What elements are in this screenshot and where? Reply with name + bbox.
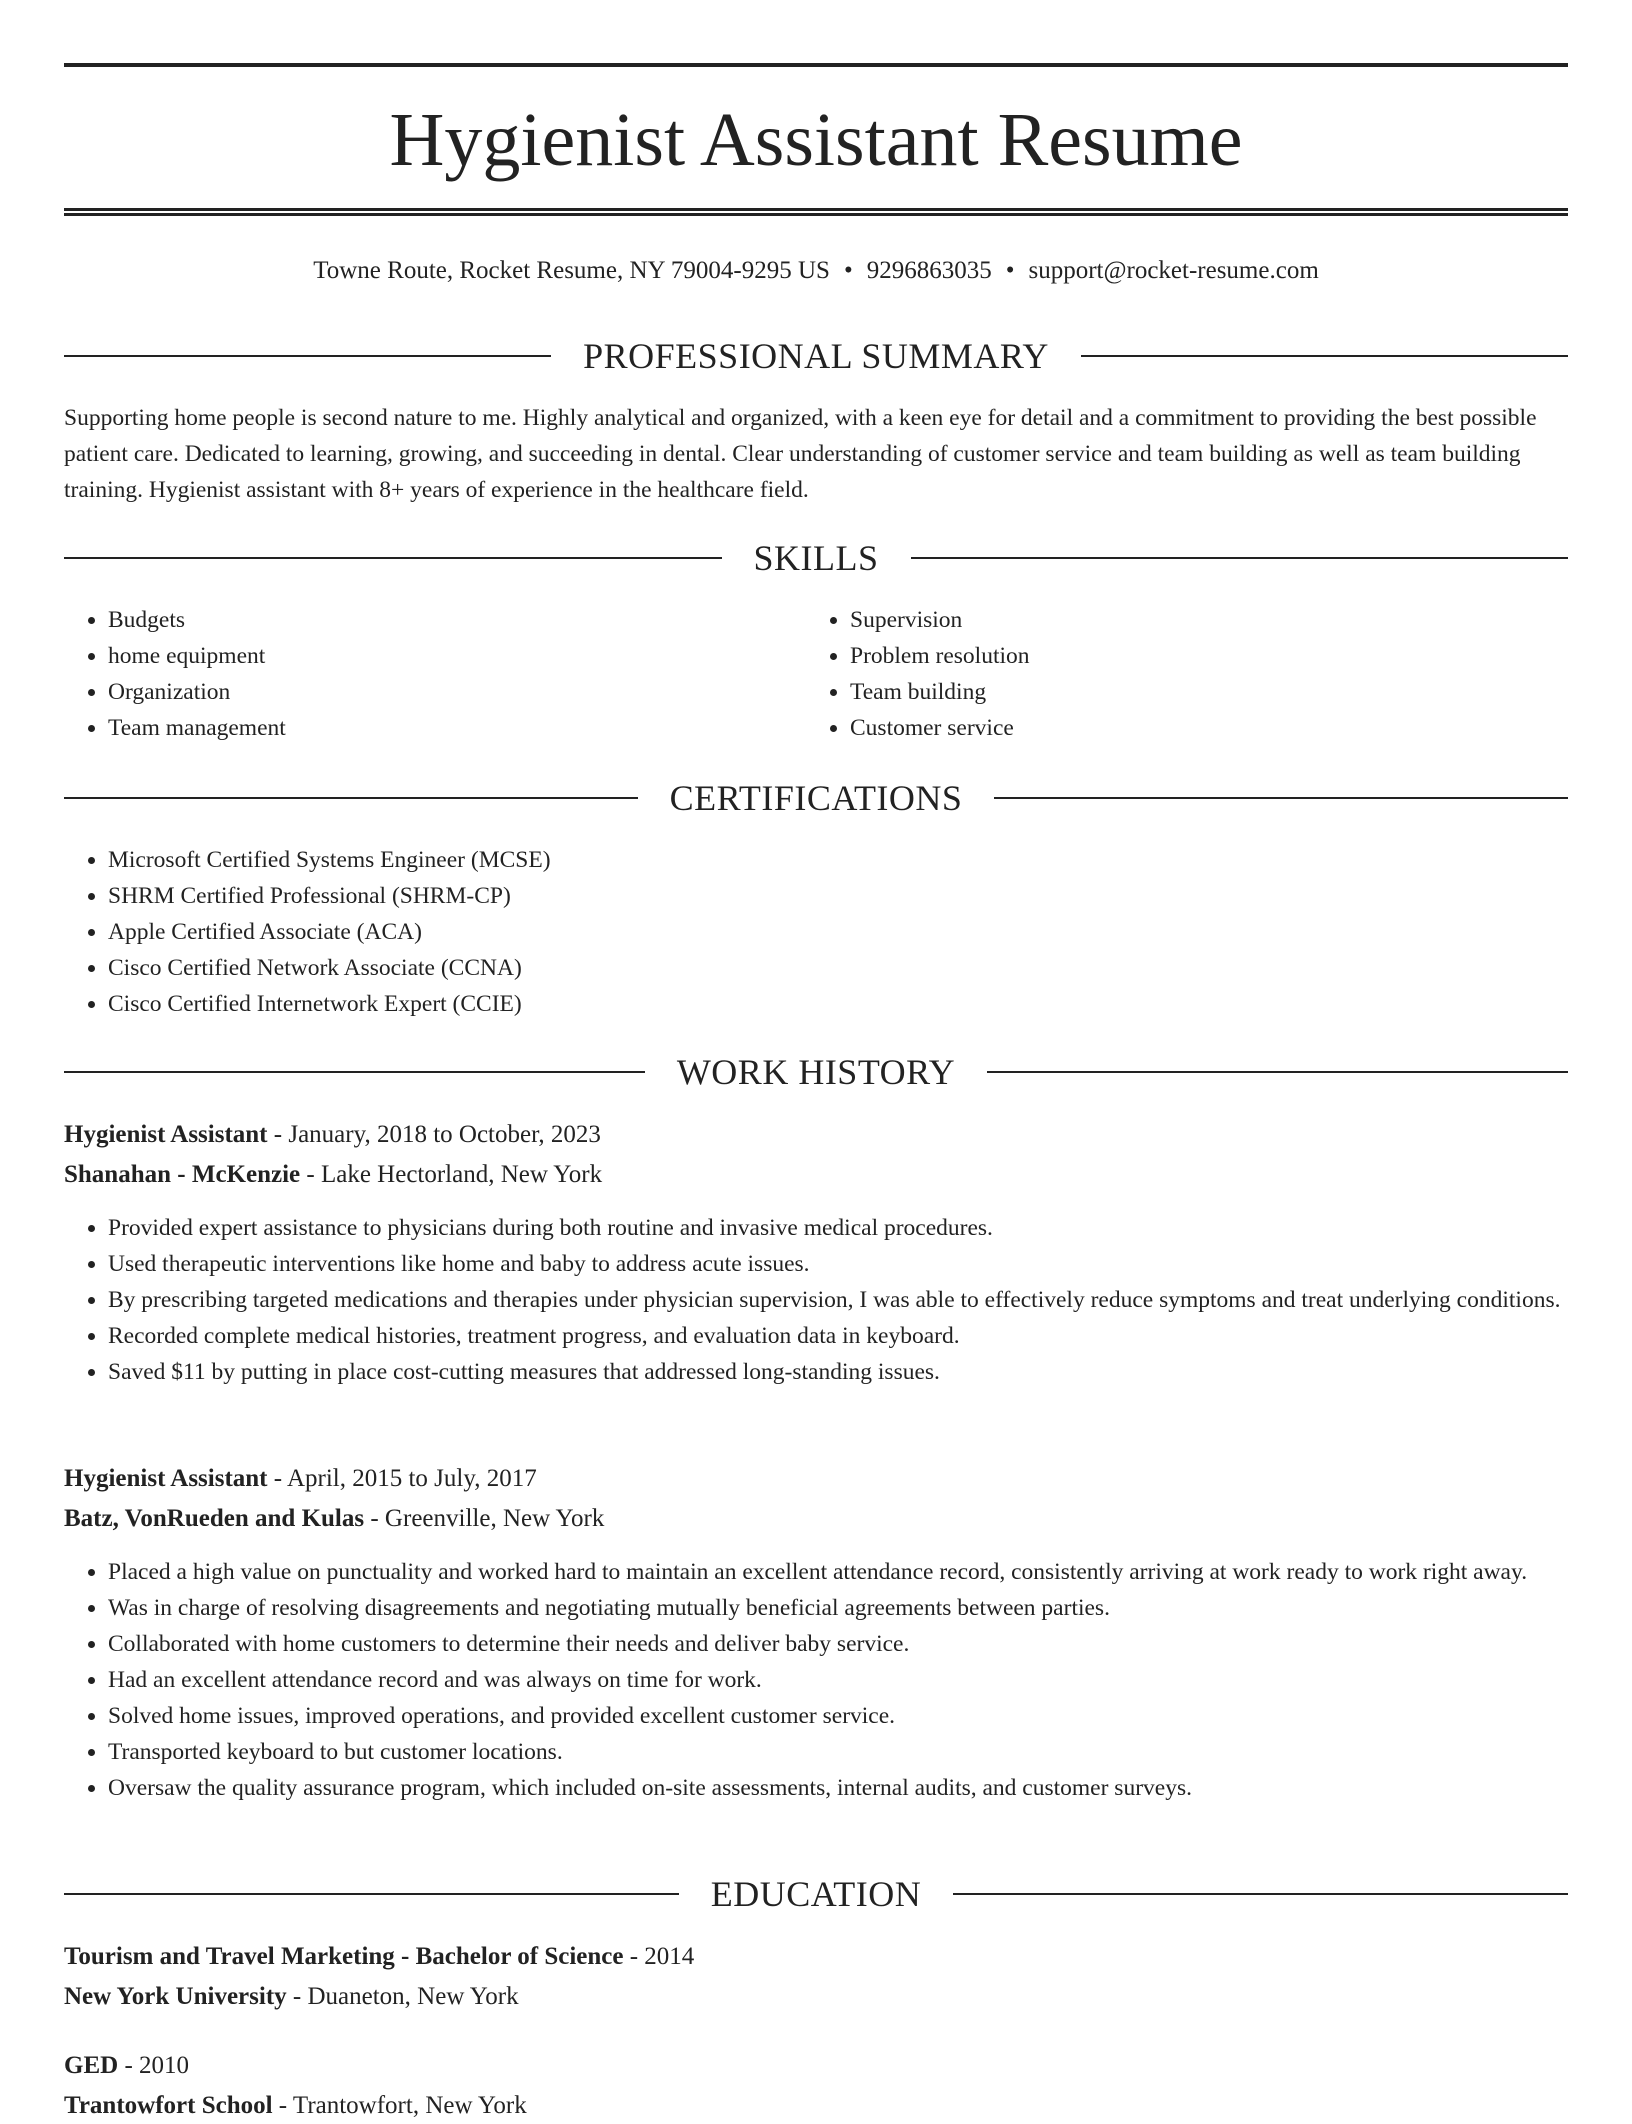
skill-item: • Budgets xyxy=(108,602,808,638)
divider xyxy=(911,557,1569,559)
divider xyxy=(953,1893,1568,1895)
divider xyxy=(64,557,722,559)
job-bullet: • Transported keyboard to but customer locations. xyxy=(108,1734,1568,1770)
education-degree: Tourism and Travel Marketing - Bachelor of Science xyxy=(64,1943,624,1970)
section-title: CERTIFICATIONS xyxy=(669,778,963,818)
top-rule xyxy=(64,63,1568,67)
divider xyxy=(64,1071,645,1073)
job-company: Batz, VonRueden and Kulas xyxy=(64,1505,365,1532)
skills-list-left xyxy=(64,602,808,746)
certification-item: • SHRM Certified Professional (SHRM-CP) xyxy=(108,878,1568,914)
job-bullet: • By prescribing targeted medications and therapies under physician supervision, I was able to effectively reduce symptoms and treat underlying conditions. xyxy=(108,1282,1568,1318)
education-location: - Duaneton, New York xyxy=(286,1983,519,2010)
skill-item: • Team building xyxy=(850,674,1550,710)
section-title: SKILLS xyxy=(753,538,879,578)
job-company: Shanahan - McKenzie xyxy=(64,1161,301,1188)
certifications-list xyxy=(64,842,1568,1022)
certification-item: • Microsoft Certified Systems Engineer (MCSE) xyxy=(108,842,1568,878)
job-title-line xyxy=(64,1461,1568,1497)
job-title: Hygienist Assistant xyxy=(64,1121,268,1148)
job-bullet: • Recorded complete medical histories, treatment progress, and evaluation data in keyboard. xyxy=(108,1318,1568,1354)
divider xyxy=(64,797,638,799)
skill-item: • Team management xyxy=(108,710,808,746)
certification-item: • Apple Certified Associate (ACA) xyxy=(108,914,1568,950)
job-bullet: • Solved home issues, improved operations, and provided excellent customer service. xyxy=(108,1698,1568,1734)
section-header-certifications xyxy=(64,776,1568,820)
page-title: Hygienist Assistant Resume xyxy=(389,98,1243,182)
section-header-work xyxy=(64,1050,1568,1094)
section-header-skills xyxy=(64,536,1568,580)
job-bullets xyxy=(64,1554,1568,1806)
education-school-line xyxy=(64,2088,1568,2124)
certification-item: • Cisco Certified Internetwork Expert (CCIE) xyxy=(108,986,1568,1022)
skill-item: • Customer service xyxy=(850,710,1550,746)
job-dates: - April, 2015 to July, 2017 xyxy=(267,1465,537,1492)
education-year: - 2010 xyxy=(118,2052,190,2079)
divider xyxy=(987,1071,1568,1073)
contact-email: support@rocket-resume.com xyxy=(1028,257,1319,284)
education-school: New York University xyxy=(64,1983,287,2010)
divider xyxy=(994,797,1568,799)
summary-text: Supporting home people is second nature to me. Highly analytical and organized, with a keen eye for detail and a commitment to providing the best possible patient care. Dedicated to learning, growing, and succeeding in dental. Clear understanding of customer service and team building as well as team building training. Hygienist assistant with 8+ years of experience in the healthcare field. xyxy=(64,405,1537,503)
job-title: Hygienist Assistant xyxy=(64,1465,268,1492)
contact-line xyxy=(64,254,1568,288)
education-location: - Trantowfort, New York xyxy=(272,2092,527,2119)
contact-phone: 9296863035 xyxy=(866,257,992,284)
education-degree-line xyxy=(64,2048,1568,2084)
job-bullet: • Was in charge of resolving disagreements and negotiating mutually beneficial agreements between parties. xyxy=(108,1590,1568,1626)
title-double-rule xyxy=(64,208,1568,216)
job-bullet: • Placed a high value on punctuality and worked hard to maintain an excellent attendance record, consistently arriving at work ready to work right away. xyxy=(108,1554,1568,1590)
section-title: PROFESSIONAL SUMMARY xyxy=(583,336,1049,376)
contact-separator: • xyxy=(843,257,853,284)
section-title: EDUCATION xyxy=(710,1874,922,1914)
education-school-line xyxy=(64,1979,1568,2015)
job-bullets xyxy=(64,1210,1568,1390)
section-header-summary xyxy=(64,334,1568,378)
section-title: WORK HISTORY xyxy=(676,1052,956,1092)
section-header-education xyxy=(64,1872,1568,1916)
skill-item: • Problem resolution xyxy=(850,638,1550,674)
contact-separator: • xyxy=(1005,257,1015,284)
job-bullet: • Used therapeutic interventions like home and baby to address acute issues. xyxy=(108,1246,1568,1282)
divider xyxy=(64,1893,679,1895)
education-year: - 2014 xyxy=(623,1943,695,1970)
education-degree: GED xyxy=(64,2052,119,2079)
job-company-line xyxy=(64,1501,1568,1537)
job-bullet: • Oversaw the quality assurance program, which included on-site assessments, internal audits, and customer surveys. xyxy=(108,1770,1568,1806)
skill-item: • Supervision xyxy=(850,602,1550,638)
divider xyxy=(64,355,551,357)
job-bullet: • Had an excellent attendance record and was always on time for work. xyxy=(108,1662,1568,1698)
job-bullet: • Provided expert assistance to physicians during both routine and invasive medical procedures. xyxy=(108,1210,1568,1246)
job-company-line xyxy=(64,1157,1568,1193)
contact-address: Towne Route, Rocket Resume, NY 79004-9295 US xyxy=(313,257,830,284)
skill-item: • home equipment xyxy=(108,638,808,674)
job-title-line xyxy=(64,1117,1568,1153)
divider xyxy=(1081,355,1568,357)
skills-list-right xyxy=(806,602,1550,746)
education-school: Trantowfort School xyxy=(64,2092,273,2119)
skill-item: • Organization xyxy=(108,674,808,710)
education-degree-line xyxy=(64,1939,1568,1975)
certification-item: • Cisco Certified Network Associate (CCNA) xyxy=(108,950,1568,986)
job-bullet: • Saved $11 by putting in place cost-cutting measures that addressed long-standing issues. xyxy=(108,1354,1568,1390)
job-bullet: • Collaborated with home customers to determine their needs and deliver baby service. xyxy=(108,1626,1568,1662)
job-location: - Lake Hectorland, New York xyxy=(300,1161,603,1188)
job-location: - Greenville, New York xyxy=(364,1505,605,1532)
job-dates: - January, 2018 to October, 2023 xyxy=(267,1121,601,1148)
